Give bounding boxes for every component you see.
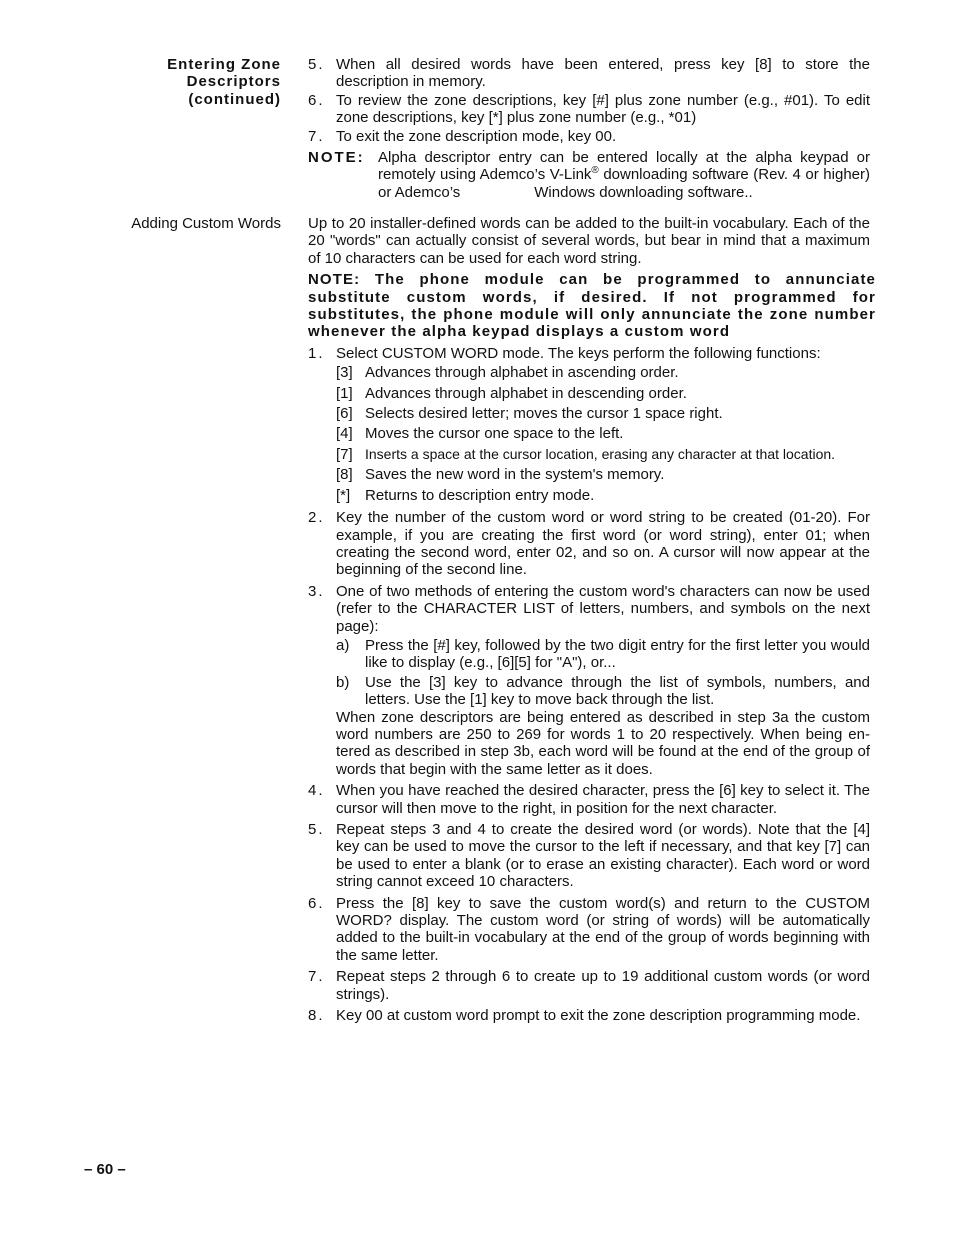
key-label: [3] (336, 364, 353, 382)
step-number: 3. (308, 582, 325, 600)
step-item (308, 583, 870, 778)
step-text: To review the zone descriptions, key [#] plus zone number (e.g., #01). To edit zone descriptions, key [*] plus zone number (e.g., *01) (336, 91, 870, 127)
key-function-item (336, 405, 870, 422)
key-desc: Moves the cursor one space to the left. (365, 425, 624, 443)
note-block (308, 149, 870, 201)
step-text: Key the number of the custom word or word string to be created (01-20). For example, if you are creating the first word (or word string), enter 01; when creating the second word, enter 02, and so on. A cursor will now appear at the beginning of the second line. (336, 509, 870, 579)
key-label: [6] (336, 405, 353, 423)
key-function-item (336, 425, 870, 442)
step-number: 8. (308, 1007, 325, 1025)
method-label: a) (336, 636, 350, 654)
method-text: Use the [3] key to advance through the list of symbols, numbers, and letters. Use the [1] key to move back through the list. (365, 673, 870, 709)
step-number: 2. (308, 509, 325, 527)
step-text: Press the [8] key to save the custom word(s) and return to the CUSTOM WORD? display. The custom word (or string of words) will be automatically added to the built-in vocabulary at the end of the group of words beginning with the same letter. (336, 894, 870, 964)
step-item (308, 92, 870, 127)
heading-line: (continued) (188, 90, 281, 108)
step-item (308, 968, 870, 1003)
key-label: [4] (336, 425, 353, 443)
note-text: Windows downloading software.. (534, 183, 753, 201)
note-text: downloading software (Rev. 4 or higher) or Ademco’s (378, 166, 870, 201)
step-text: To exit the zone description mode, key 00. (336, 127, 617, 145)
page-number: – 60 – (84, 1161, 126, 1178)
key-function-item (336, 466, 870, 483)
step-text: Repeat steps 2 through 6 to create up to 19 additional custom words (or word strings). (336, 968, 870, 1003)
step-item (308, 128, 870, 145)
step-number: 5. (308, 821, 325, 838)
heading-line: Entering Zone (167, 56, 281, 73)
note-label: NOTE: (308, 149, 365, 167)
key-desc: Selects desired letter; moves the cursor 1 space right. (365, 405, 723, 423)
key-desc: Saves the new word in the system's memory. (365, 466, 665, 484)
note-text: Alpha descriptor entry can be entered locally at the alpha keypad or remotely using Ademco’s V-Link (378, 149, 870, 184)
step-text: Select CUSTOM WORD mode. The keys perform the following functions: (336, 344, 821, 362)
registered-mark: ® (591, 165, 599, 177)
key-desc: Returns to description entry mode. (365, 486, 595, 504)
step-number: 5. (308, 56, 325, 73)
step-number: 7. (308, 127, 325, 145)
heading-line: Descriptors (186, 73, 281, 91)
step-number: 1. (308, 344, 325, 362)
section2-body (308, 215, 876, 1025)
step-text: When you have reached the desired character, press the [6] key to select it. The cursor will then move to the right, in position for the next character. (336, 782, 870, 817)
key-function-item (336, 487, 870, 504)
step3-followup: When zone descriptors are being entered as described in step 3a the custom word numbers are 250 to 269 for words 1 to 20 respectively. When being en-tered as described in step 3b, each word will be found at the end of the group of words that begin with the same letter as it does. (336, 708, 870, 778)
step-number: 6. (308, 91, 325, 109)
step-item (308, 1007, 870, 1024)
key-function-item (336, 446, 870, 463)
key-function-list (308, 364, 870, 504)
step-number: 6. (308, 894, 325, 912)
key-desc: Advances through alphabet in descending order. (365, 384, 687, 402)
bold-note: NOTE: The phone module can be programmed to annunciate substitute custom words, if desired. If not programmed for substitutes, the phone module will only annunciate the zone number whenever the alpha keypad displays a custom word (308, 271, 876, 341)
key-label: [8] (336, 466, 353, 484)
step-item (308, 509, 870, 579)
step-item (308, 56, 870, 91)
section-heading-adding-custom-words: Adding Custom Words (131, 215, 281, 232)
key-desc: Inserts a space at the cursor location, erasing any character at that location. (365, 445, 836, 462)
step-item (308, 821, 870, 891)
section-heading-entering-zone-descriptors (0, 56, 281, 108)
section1-body (308, 56, 870, 201)
key-label: [1] (336, 384, 353, 402)
method-label: b) (336, 673, 350, 691)
key-function-item (336, 364, 870, 381)
method-item (336, 637, 870, 672)
intro-paragraph: Up to 20 installer-defined words can be added to the built-in vocabulary. Each of the 20 "words" can actually consist of several words, but bear in mind that a maximum of 10 characters can be used for each word string. (308, 215, 870, 267)
key-label: [7] (336, 445, 353, 463)
step-item (308, 895, 870, 965)
step-text: Repeat steps 3 and 4 to create the desired word (or words). Note that the [4] key can be used to move the cursor to the left if necessary, and that key [7] can be used to enter a blank (or to erase an existing character). Each word or word string cannot exceed 10 characters. (336, 821, 870, 891)
step-number: 4. (308, 782, 325, 800)
key-label: [*] (336, 486, 351, 504)
step-item (308, 782, 870, 817)
step-number: 7. (308, 968, 325, 986)
step-text: One of two methods of entering the custom word's characters can now be used (refer to the CHARACTER LIST of letters, numbers, and symbols on the next page): (336, 582, 870, 635)
key-desc: Advances through alphabet in ascending order. (365, 364, 679, 382)
method-item (336, 674, 870, 709)
key-function-item (336, 385, 870, 402)
step-text: When all desired words have been entered, press key [8] to store the description in memory. (336, 56, 870, 91)
step-item (308, 345, 870, 362)
method-text: Press the [#] key, followed by the two digit entry for the first letter you would like to display (e.g., [6][5] for "A"), or... (365, 636, 870, 672)
step-text: Key 00 at custom word prompt to exit the zone description programming mode. (336, 1007, 861, 1025)
